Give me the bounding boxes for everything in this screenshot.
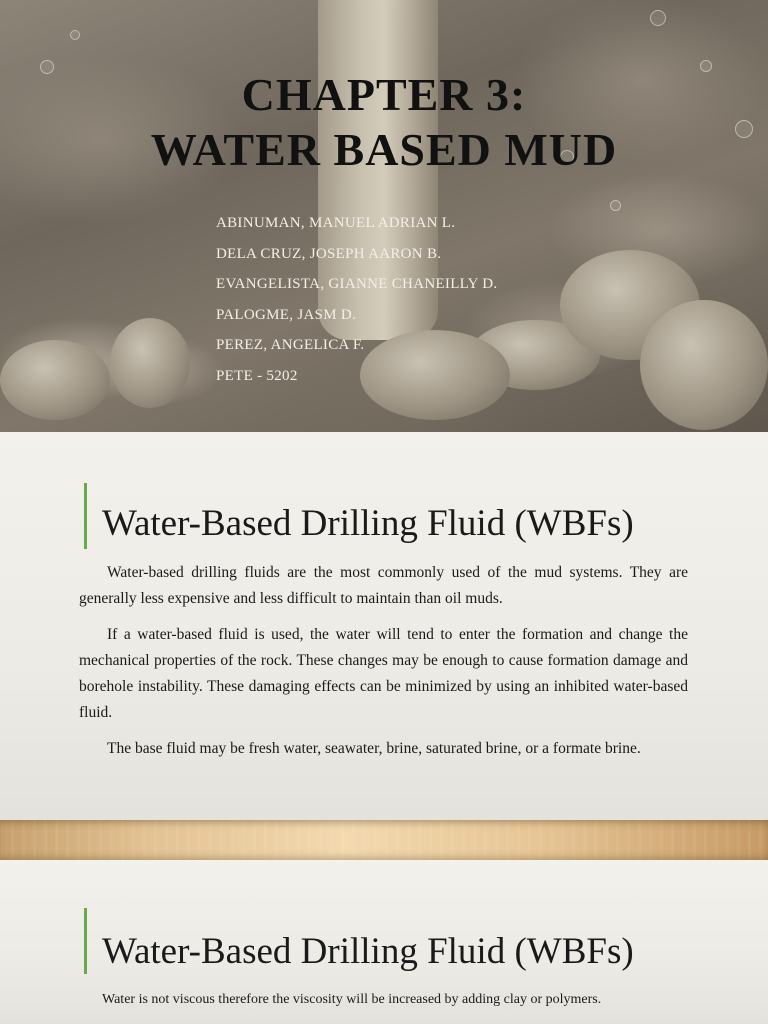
title-slide xyxy=(0,0,768,432)
bubble xyxy=(650,10,666,26)
author-name: PALOGME, JASM D. xyxy=(216,306,357,323)
slide-body xyxy=(102,988,690,1022)
content-slide xyxy=(0,860,768,1024)
bubble xyxy=(70,30,80,40)
paragraph: The base fluid may be fresh water, seawater, brine, saturated brine, or a formate brine. xyxy=(107,740,641,757)
author-name: ABINUMAN, MANUEL ADRIAN L. xyxy=(216,215,456,231)
slide-separator xyxy=(0,820,768,860)
author-name: PEREZ, ANGELICA F. xyxy=(216,337,365,353)
slide-heading: Water-Based Drilling Fluid (WBFs) xyxy=(102,503,634,544)
mud-blob xyxy=(640,300,768,430)
author-name: EVANGELISTA, GIANNE CHANEILLY D. xyxy=(216,276,498,292)
author-name: DELA CRUZ, JOSEPH AARON B. xyxy=(216,245,442,262)
slide-title-line-1: CHAPTER 3: xyxy=(241,69,527,120)
bubble xyxy=(610,200,621,211)
slide-heading: Water-Based Drilling Fluid (WBFs) xyxy=(102,931,634,972)
slide-title-line-2: WATER BASED MUD xyxy=(150,124,618,175)
mud-blob xyxy=(110,318,190,408)
paragraph: Water is not viscous therefore the viscosity will be increased by adding clay or polymers. xyxy=(102,992,602,1007)
accent-bar xyxy=(84,908,87,974)
paragraph: Water-based drilling fluids are the most commonly used of the mud systems. They are generally less expensive and less difficult to maintain than oil muds. xyxy=(79,564,688,607)
content-slide xyxy=(0,432,768,820)
accent-bar xyxy=(84,483,87,549)
author-list xyxy=(216,212,497,395)
mud-blob xyxy=(0,340,110,420)
paragraph: If a water-based fluid is used, the water will tend to enter the formation and change the mechanical properties of the rock. These changes may be enough to cause formation damage and borehole instability. These damaging effects can be minimized by using an inhibited water-based fluid. xyxy=(79,626,688,721)
section-code: PETE - 5202 xyxy=(216,367,298,384)
slide-body xyxy=(79,560,688,772)
